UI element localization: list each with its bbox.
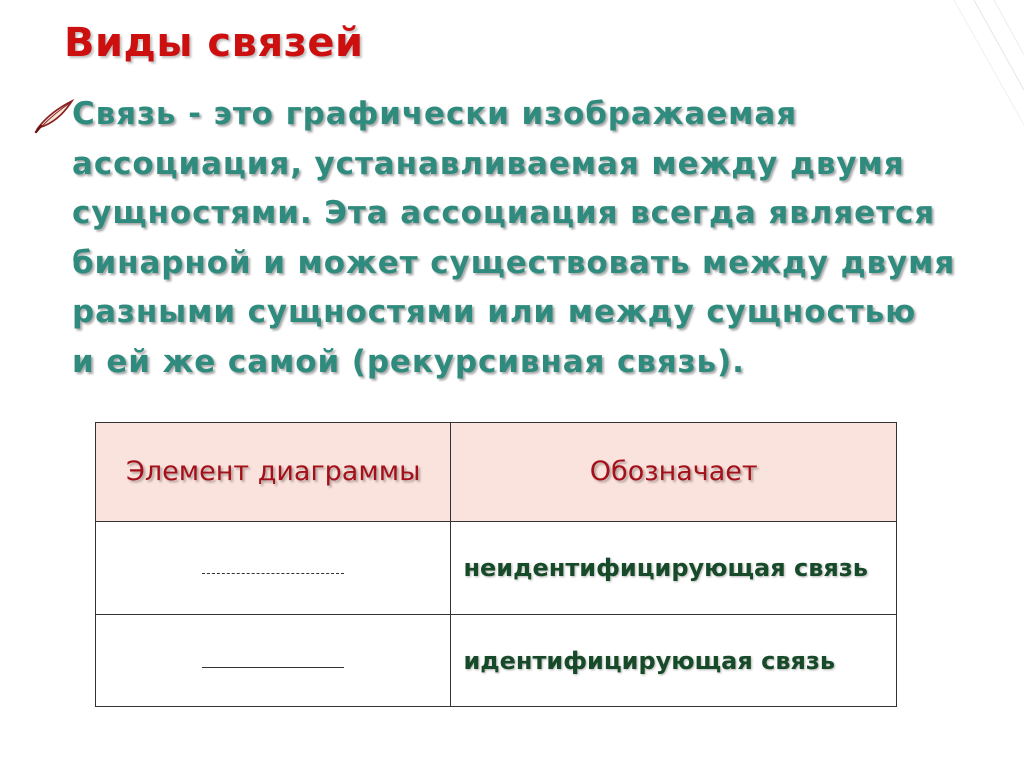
- paragraph-line: разными сущностями или между сущностью: [72, 294, 917, 330]
- paragraph-line: Связь - это графически изображаемая: [72, 96, 798, 132]
- paragraph-line: и ей же самой (рекурсивная связь).: [72, 343, 745, 380]
- dashed-line-sample: [202, 573, 344, 574]
- definition-paragraph: [72, 90, 1007, 387]
- table-row: [96, 615, 897, 707]
- quill-pen-icon: [32, 98, 76, 134]
- paragraph-line: сущностями. Эта ассоциация всегда является: [72, 195, 936, 231]
- table-row: [96, 522, 897, 615]
- meaning-cell: неидентифицирующая связь: [451, 522, 897, 615]
- header-means: Обозначает: [451, 423, 897, 522]
- table-header-row: [96, 423, 897, 522]
- dashed-line-sample-cell: [96, 522, 451, 615]
- relationship-types-table: [95, 422, 897, 707]
- meaning-cell: идентифицирующая связь: [451, 615, 897, 707]
- slide-title: Виды связей: [64, 20, 364, 66]
- paragraph-line: ассоциация, устанавливаемая между двумя: [72, 145, 905, 182]
- solid-line-sample: [202, 667, 344, 668]
- solid-line-sample-cell: [96, 615, 451, 707]
- paragraph-line: бинарной и может существовать между двумя: [72, 244, 956, 281]
- header-diagram-element: Элемент диаграммы: [96, 423, 451, 522]
